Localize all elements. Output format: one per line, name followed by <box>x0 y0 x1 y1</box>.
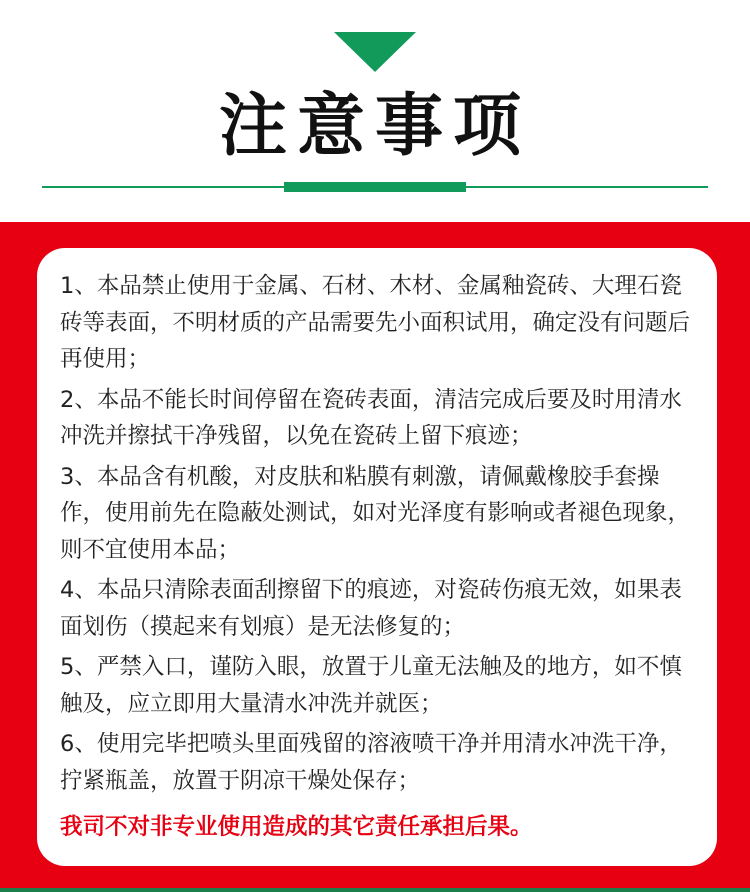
header-section <box>0 0 750 222</box>
title-divider-bar <box>284 182 466 192</box>
note-item-6: 6、使用完毕把喷头里面残留的溶液喷干净并用清水冲洗干净，拧紧瓶盖，放置于阴凉干燥处保存； <box>60 731 682 794</box>
note-item-3: 3、本品含有机酸，对皮肤和粘膜有刺激，请佩戴橡胶手套操作，使用前先在隐蔽处测试，如对光泽度有影响或者褪色现象，则不宜使用本品； <box>60 463 691 563</box>
notes-list <box>60 268 700 803</box>
note-item-4: 4、本品只清除表面刮擦留下的痕迹，对瓷砖伤痕无效，如果表面划伤（摸起来有划痕）是无法修复的； <box>60 577 682 640</box>
disclaimer-text: 我司不对非专业使用造成的其它责任承担后果。 <box>60 814 533 840</box>
note-item-1: 1、本品禁止使用于金属、石材、木材、金属釉瓷砖、大理石瓷砖等表面，不明材质的产品需要先小面积试用，确定没有问题后再使用； <box>60 273 691 372</box>
note-item-2: 2、本品不能长时间停留在瓷砖表面，清洁完成后要及时用清水冲洗并擦拭干净残留，以免在瓷砖上留下痕迹； <box>60 386 682 449</box>
page-title: 注意事项 <box>218 87 531 166</box>
note-item-5: 5、严禁入口，谨防入眼，放置于儿童无法触及的地方，如不慎触及，应立即用大量清水冲洗并就医； <box>60 654 682 717</box>
down-triangle-icon <box>334 32 416 72</box>
bottom-edge <box>0 888 750 892</box>
